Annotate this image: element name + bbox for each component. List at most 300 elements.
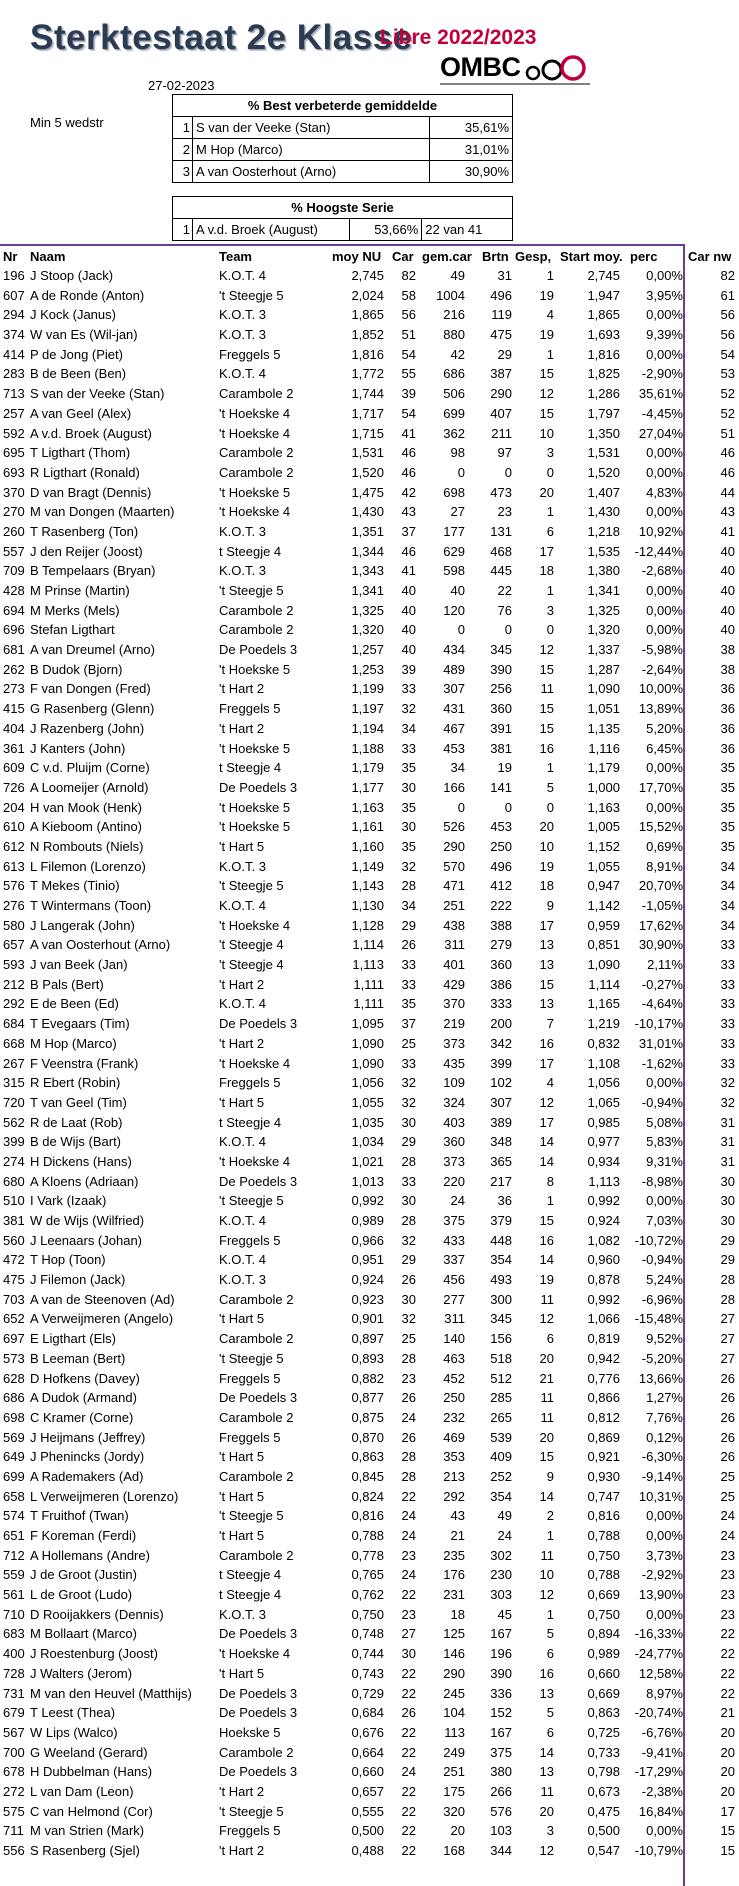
team-name: De Poedels 3 — [219, 1016, 298, 1032]
gesp: 14 — [539, 1153, 554, 1169]
moy-nu: 1,194 — [351, 720, 384, 736]
player-nr: 709 — [3, 563, 25, 579]
player-nr: 557 — [3, 543, 25, 559]
team-name: K.O.T. 4 — [219, 1213, 266, 1228]
brtn: 103 — [490, 1823, 512, 1839]
player-nr: 567 — [3, 1724, 25, 1740]
car: 40 — [401, 642, 416, 658]
start-moy: 1,065 — [587, 1094, 620, 1110]
moy-nu: 0,863 — [351, 1449, 384, 1465]
start-moy: 1,056 — [587, 1075, 620, 1091]
player-nr: 684 — [3, 1016, 25, 1032]
table-row — [0, 1014, 739, 1034]
car: 33 — [401, 957, 416, 973]
car: 30 — [401, 1646, 416, 1662]
table-row — [0, 955, 739, 975]
player-name: B de Been (Ben) — [30, 366, 127, 382]
start-moy: 1,108 — [587, 1055, 620, 1071]
player-name: A v.d. Broek (August) — [30, 425, 152, 441]
rank: 3 — [173, 161, 193, 183]
brtn: 29 — [497, 346, 512, 362]
player-name: M Hop (Marco) — [193, 139, 430, 161]
brtn: 256 — [490, 681, 512, 697]
car-nw: 41 — [720, 523, 735, 539]
player-nr: 370 — [3, 484, 25, 500]
perc: 3,95% — [646, 287, 683, 303]
moy-nu: 1,816 — [351, 346, 384, 362]
player-name: W de Wijs (Wilfried) — [30, 1213, 145, 1228]
moy-nu: 1,161 — [351, 819, 384, 835]
car: 41 — [401, 563, 416, 579]
gesp: 6 — [546, 1724, 554, 1740]
start-moy: 1,116 — [588, 740, 620, 756]
gem-car: 290 — [443, 838, 465, 854]
gem-car: 453 — [443, 740, 465, 756]
car: 28 — [401, 1213, 416, 1228]
perc: 0,00% — [646, 1606, 683, 1622]
gem-car: 104 — [443, 1705, 465, 1721]
player-nr: 562 — [3, 1114, 25, 1130]
player-name: J Heijmans (Jeffrey) — [30, 1429, 146, 1445]
brtn: 409 — [490, 1449, 512, 1465]
car-nw: 33 — [720, 937, 735, 953]
player-name: E Ligthart (Els) — [30, 1331, 116, 1347]
car-nw: 40 — [720, 622, 735, 638]
team-name: Freggels 5 — [219, 1370, 281, 1386]
start-moy: 1,320 — [587, 622, 620, 638]
gesp: 15 — [539, 976, 554, 992]
gem-car: 120 — [443, 602, 465, 618]
table-row — [0, 1132, 739, 1152]
gesp: 12 — [539, 1094, 554, 1110]
brtn: 388 — [490, 917, 512, 933]
car: 37 — [401, 1016, 416, 1032]
moy-nu: 1,344 — [351, 543, 384, 559]
perc: -0,94% — [641, 1252, 683, 1268]
car: 22 — [401, 1488, 416, 1504]
start-moy: 0,863 — [587, 1705, 620, 1721]
car-nw: 23 — [720, 1587, 735, 1603]
brtn: 265 — [490, 1409, 512, 1425]
perc: -1,05% — [641, 898, 683, 913]
season-subtitle: Libre 2022/2023 — [380, 26, 537, 49]
player-nr: 374 — [3, 327, 25, 343]
gesp: 4 — [546, 307, 554, 323]
car-nw: 34 — [720, 917, 735, 933]
gesp: 1 — [546, 504, 554, 520]
gem-car: 0 — [457, 622, 465, 638]
start-moy: 1,090 — [587, 681, 620, 697]
brtn: 512 — [490, 1370, 512, 1386]
table-row — [0, 404, 739, 424]
car: 43 — [401, 504, 416, 520]
gem-car: 699 — [443, 405, 465, 421]
col-nr: Nr — [3, 249, 18, 264]
brtn: 348 — [490, 1134, 512, 1150]
table-row — [0, 286, 739, 306]
start-moy: 1,535 — [587, 543, 620, 559]
team-name: t Steegje 4 — [219, 1587, 282, 1603]
gem-car: 213 — [443, 1468, 465, 1484]
start-moy: 0,959 — [587, 917, 620, 933]
table-row — [0, 1684, 739, 1704]
player-nr: 283 — [3, 366, 25, 382]
car: 25 — [401, 1331, 416, 1347]
car: 24 — [401, 1567, 416, 1583]
car: 32 — [401, 1311, 416, 1327]
gesp: 19 — [539, 1272, 554, 1288]
gem-car: 40 — [450, 583, 465, 598]
best-improved-title: % Best verbeterde gemiddelde — [173, 95, 513, 117]
table-row — [0, 1388, 739, 1408]
gem-car: 320 — [443, 1803, 465, 1819]
gem-car: 373 — [443, 1153, 465, 1169]
player-nr: 679 — [3, 1705, 25, 1721]
col-car-nw: Car nw — [688, 249, 732, 264]
car-nw: 82 — [720, 268, 735, 283]
gesp: 3 — [546, 602, 554, 618]
car-nw: 31 — [720, 1114, 735, 1130]
brtn: 76 — [497, 602, 512, 618]
table-row — [0, 1447, 739, 1467]
car-nw: 38 — [720, 642, 735, 658]
car-nw: 40 — [720, 602, 735, 618]
start-moy: 0,977 — [587, 1134, 620, 1150]
car-nw: 34 — [720, 878, 735, 894]
gesp: 0 — [546, 799, 554, 815]
team-name: De Poedels 3 — [219, 1390, 298, 1406]
table-row — [0, 1211, 739, 1231]
gesp: 10 — [539, 1567, 554, 1583]
table-row — [0, 522, 739, 542]
player-name: H Dickens (Hans) — [30, 1153, 132, 1169]
gem-car: 231 — [443, 1587, 465, 1603]
team-name: 't Steegje 5 — [219, 878, 284, 894]
brtn: 493 — [490, 1272, 512, 1288]
car: 23 — [401, 1547, 416, 1563]
gem-car: 43 — [450, 1508, 465, 1524]
car: 30 — [401, 819, 416, 835]
player-nr: 315 — [3, 1075, 25, 1091]
page-title: Sterktestaat 2e Klasse — [30, 18, 413, 57]
car-nw: 51 — [720, 425, 735, 441]
start-moy: 0,869 — [587, 1429, 620, 1445]
car: 29 — [401, 917, 416, 933]
player-nr: 576 — [3, 878, 25, 894]
moy-nu: 0,744 — [351, 1646, 384, 1662]
perc: 13,89% — [638, 701, 683, 717]
team-name: Carambole 2 — [219, 1291, 294, 1307]
moy-nu: 0,992 — [351, 1193, 384, 1209]
moy-nu: 1,111 — [353, 976, 384, 992]
player-nr: 273 — [3, 681, 25, 697]
team-name: 't Steegje 5 — [219, 1508, 284, 1524]
car-nw: 35 — [720, 779, 735, 795]
gem-car: 109 — [443, 1075, 465, 1091]
car: 32 — [401, 701, 416, 717]
brtn: 24 — [497, 1528, 512, 1543]
team-name: Carambole 2 — [219, 464, 294, 480]
gesp: 19 — [539, 858, 554, 874]
perc: -12,44% — [634, 543, 683, 559]
table-row — [0, 542, 739, 562]
car: 24 — [401, 1528, 416, 1543]
car: 34 — [401, 898, 416, 913]
car-nw: 56 — [720, 307, 735, 323]
car: 33 — [401, 1055, 416, 1071]
car-nw: 22 — [720, 1646, 735, 1662]
brtn: 342 — [490, 1035, 512, 1051]
moy-nu: 1,475 — [351, 484, 384, 500]
player-name: B Pals (Bert) — [30, 976, 104, 992]
player-name: T Rasenberg (Ton) — [30, 523, 139, 539]
gesp: 20 — [539, 819, 554, 835]
player-name: J Walters (Jerom) — [30, 1665, 133, 1681]
perc: 0,00% — [646, 760, 683, 776]
player-name: T Wintermans (Toon) — [30, 898, 152, 913]
team-name: 't Steegje 5 — [219, 583, 284, 598]
car: 22 — [401, 1843, 416, 1858]
gem-car: 42 — [450, 346, 465, 362]
start-moy: 1,350 — [587, 425, 620, 441]
player-name: S Rasenberg (Sjel) — [30, 1843, 140, 1858]
car: 26 — [401, 1705, 416, 1721]
car: 22 — [401, 1803, 416, 1819]
gesp: 16 — [539, 1665, 554, 1681]
gesp: 14 — [539, 1134, 554, 1150]
start-moy: 0,866 — [587, 1390, 620, 1406]
team-name: 't Hart 2 — [219, 1843, 265, 1858]
player-name: J Roestenburg (Joost) — [30, 1646, 158, 1662]
team-name: 't Hoekske 5 — [219, 799, 291, 815]
brtn: 0 — [504, 622, 512, 638]
car: 30 — [401, 779, 416, 795]
brtn: 360 — [490, 701, 512, 717]
start-moy: 0,992 — [587, 1291, 620, 1307]
perc: 17,70% — [638, 779, 683, 795]
start-moy: 0,660 — [587, 1665, 620, 1681]
player-name: L Filemon (Lorenzo) — [30, 858, 146, 874]
moy-nu: 0,901 — [351, 1311, 384, 1327]
gesp: 12 — [539, 386, 554, 402]
perc: 5,24% — [646, 1272, 683, 1288]
perc: 3,73% — [646, 1547, 683, 1563]
team-name: De Poedels 3 — [219, 1764, 298, 1780]
player-name: T Hop (Toon) — [30, 1252, 106, 1268]
player-nr: 683 — [3, 1626, 25, 1642]
perc: -20,74% — [634, 1705, 683, 1721]
start-moy: 0,788 — [587, 1528, 620, 1543]
perc: 0,69% — [646, 838, 683, 854]
gem-car: 598 — [443, 563, 465, 579]
brtn: 345 — [490, 1311, 512, 1327]
gesp: 14 — [539, 1744, 554, 1760]
table-row — [0, 305, 739, 325]
car-nw: 23 — [720, 1567, 735, 1583]
car: 40 — [401, 622, 416, 638]
car-nw: 15 — [720, 1843, 735, 1858]
player-nr: 697 — [3, 1331, 25, 1347]
moy-nu: 0,684 — [351, 1705, 384, 1721]
player-nr: 668 — [3, 1035, 25, 1051]
moy-nu: 0,893 — [351, 1350, 384, 1366]
gesp: 3 — [546, 1823, 554, 1839]
table-row — [0, 1408, 739, 1428]
start-moy: 0,788 — [587, 1567, 620, 1583]
player-nr: 381 — [3, 1213, 25, 1228]
start-moy: 0,750 — [587, 1547, 620, 1563]
percentage: 35,61% — [430, 117, 513, 139]
team-name: 't Steegje 5 — [219, 1350, 284, 1366]
perc: -2,90% — [641, 366, 683, 382]
gem-car: 469 — [443, 1429, 465, 1445]
brtn: 412 — [490, 878, 512, 894]
player-name: M Hop (Marco) — [30, 1035, 117, 1051]
gem-car: 98 — [450, 445, 465, 461]
player-name: B Dudok (Bjorn) — [30, 661, 123, 677]
perc: 8,97% — [646, 1685, 683, 1701]
gem-car: 438 — [443, 917, 465, 933]
team-name: K.O.T. 3 — [219, 523, 266, 539]
table-row — [0, 857, 739, 877]
brtn: 468 — [490, 543, 512, 559]
team-name: 't Hoekske 4 — [219, 1646, 291, 1662]
car: 33 — [401, 740, 416, 756]
gem-car: 373 — [443, 1035, 465, 1051]
table-row — [0, 739, 739, 759]
car: 24 — [401, 1508, 416, 1524]
gesp: 5 — [546, 1705, 554, 1721]
player-nr: 292 — [3, 996, 25, 1012]
team-name: Carambole 2 — [219, 1744, 294, 1760]
team-name: 't Hart 2 — [219, 1783, 265, 1799]
player-nr: 276 — [3, 898, 25, 913]
moy-nu: 1,320 — [351, 622, 384, 638]
table-row — [0, 1723, 739, 1743]
start-moy: 1,287 — [587, 661, 620, 677]
start-moy: 0,750 — [587, 1606, 620, 1622]
car-nw: 28 — [720, 1272, 735, 1288]
car: 46 — [401, 543, 416, 559]
gesp: 1 — [546, 1528, 554, 1543]
car-nw: 40 — [720, 543, 735, 559]
player-name: M Bollaart (Marco) — [30, 1626, 137, 1642]
car-nw: 26 — [720, 1449, 735, 1465]
car-nw: 31 — [720, 1134, 735, 1150]
start-moy: 1,000 — [587, 779, 620, 795]
car-nw: 54 — [720, 346, 735, 362]
col-perc: perc — [630, 249, 658, 264]
table-row — [0, 719, 739, 739]
team-name: t Steegje 4 — [219, 1114, 282, 1130]
car: 28 — [401, 878, 416, 894]
player-name: J Stoop (Jack) — [30, 268, 114, 283]
player-nr: 712 — [3, 1547, 25, 1563]
start-moy: 0,725 — [587, 1724, 620, 1740]
moy-nu: 1,111 — [353, 996, 384, 1012]
gesp: 9 — [546, 898, 554, 913]
player-name: C van Helmond (Cor) — [30, 1803, 153, 1819]
team-name: 't Hoekske 4 — [219, 1055, 291, 1071]
moy-nu: 1,325 — [351, 602, 384, 618]
player-nr: 260 — [3, 523, 25, 539]
best-improved-row — [173, 117, 513, 139]
player-name: M van den Heuvel (Matthijs) — [30, 1685, 192, 1701]
car-nw: 52 — [720, 405, 735, 421]
player-nr: 698 — [3, 1409, 25, 1425]
car-nw: 32 — [720, 1094, 735, 1110]
gem-car: 49 — [450, 268, 465, 283]
player-name: J Langerak (John) — [30, 917, 135, 933]
player-name: A Dudok (Armand) — [30, 1390, 137, 1406]
brtn: 36 — [497, 1193, 512, 1209]
player-nr: 686 — [3, 1390, 25, 1406]
player-name: L van Dam (Leon) — [30, 1783, 134, 1799]
start-moy: 1,005 — [587, 819, 620, 835]
car-nw: 30 — [720, 1173, 735, 1189]
moy-nu: 1,717 — [351, 405, 384, 421]
player-nr: 720 — [3, 1094, 25, 1110]
brtn: 496 — [490, 858, 512, 874]
player-name: D van Bragt (Dennis) — [30, 484, 152, 500]
start-moy: 1,865 — [587, 307, 620, 323]
perc: 10,31% — [638, 1488, 683, 1504]
car-nw: 22 — [720, 1665, 735, 1681]
car: 54 — [401, 346, 416, 362]
car: 24 — [401, 1764, 416, 1780]
perc: 12,58% — [638, 1665, 683, 1681]
table-row — [0, 325, 739, 345]
player-nr: 560 — [3, 1232, 25, 1248]
car-nw: 33 — [720, 1035, 735, 1051]
table-row — [0, 837, 739, 857]
car-nw: 36 — [720, 740, 735, 756]
player-name: J Filemon (Jack) — [30, 1272, 126, 1288]
gesp: 9 — [546, 1468, 554, 1484]
team-name: Carambole 2 — [219, 1331, 294, 1347]
gesp: 6 — [546, 1331, 554, 1347]
table-row — [0, 1250, 739, 1270]
car-nw: 29 — [720, 1252, 735, 1268]
team-name: K.O.T. 4 — [219, 268, 266, 283]
table-row — [0, 620, 739, 640]
player-name: M Prinse (Martin) — [30, 583, 130, 598]
brtn: 19 — [497, 760, 512, 776]
gem-car: 370 — [443, 996, 465, 1012]
gesp: 16 — [539, 1232, 554, 1248]
gem-car: 220 — [443, 1173, 465, 1189]
moy-nu: 1,351 — [351, 523, 384, 539]
table-row — [0, 1526, 739, 1546]
player-name: R Ligthart (Ronald) — [30, 464, 140, 480]
start-moy: 1,090 — [587, 957, 620, 973]
team-name: 't Hoekske 4 — [219, 1153, 291, 1169]
moy-nu: 1,128 — [351, 917, 384, 933]
player-nr: 612 — [3, 838, 25, 854]
car-nw: 26 — [720, 1370, 735, 1386]
player-name: S van der Veeke (Stan) — [30, 386, 165, 402]
start-moy: 2,745 — [587, 268, 620, 283]
player-name: H Dubbelman (Hans) — [30, 1764, 153, 1780]
team-name: K.O.T. 4 — [219, 1252, 266, 1268]
car-nw: 33 — [720, 1055, 735, 1071]
car-nw: 35 — [720, 819, 735, 835]
player-nr: 270 — [3, 504, 25, 520]
brtn: 390 — [490, 1665, 512, 1681]
car: 55 — [401, 366, 416, 382]
brtn: 285 — [490, 1390, 512, 1406]
brtn: 375 — [490, 1744, 512, 1760]
